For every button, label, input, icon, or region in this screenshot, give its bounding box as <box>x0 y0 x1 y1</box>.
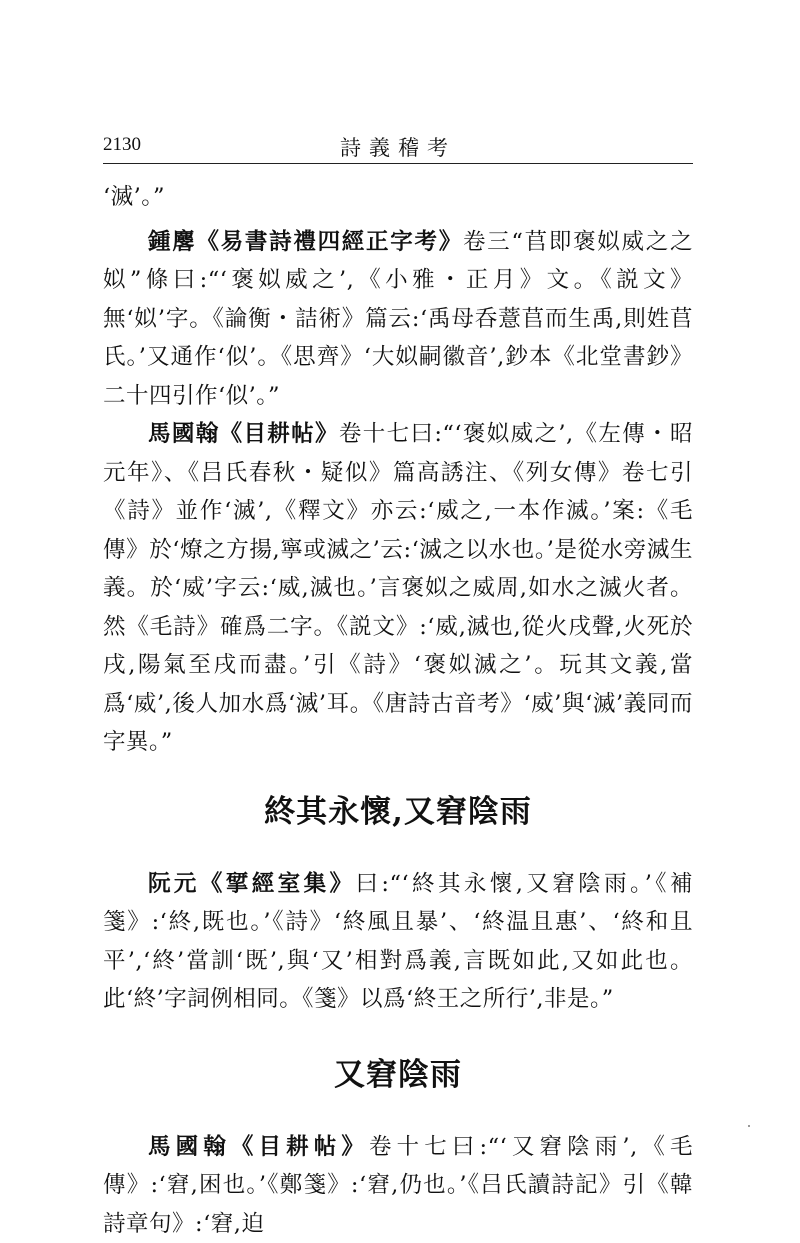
paragraph-ruan-yuan <box>103 865 693 1019</box>
citation-source: 阮元《揅經室集》 <box>148 871 355 897</box>
citation-source: 鍾麐《易書詩禮四經正字考》 <box>148 229 463 255</box>
paragraph-text: 卷三“苢即褒姒威之之姒”條曰:“‘褒姒威之’,《小雅・正月》文。《説文》無‘姒’字。《論衡・詰術》篇云:‘禹母呑薏苢而生禹,則姓苢氏。’又通作‘似’。《思齊》‘大姒嗣徽音’,鈔本《北堂書鈔》二十四引作‘似’。” <box>103 229 693 409</box>
paragraph-continuation <box>103 178 693 217</box>
header-rule <box>103 163 693 164</box>
paragraph-text: 曰:“‘終其永懷,又窘陰雨。’《補箋》:‘終,既也。’《詩》‘終風且暴’、‘終温且惠’、‘終和且平’,‘終’當訓‘既’,與‘又’相對爲義,言既如此,又如此也。此‘終’字詞例相同。《箋》以爲‘終王之所行’,非是。” <box>103 871 693 1013</box>
page-number: 2130 <box>103 134 141 156</box>
continuation-text: ‘滅’。” <box>103 184 165 210</box>
section-heading: 終其永懷,又窘陰雨 <box>103 792 693 832</box>
paragraph-text: 卷十七曰:“‘又窘陰雨’,《毛傳》:‘窘,困也。’《鄭箋》:‘窘,仍也。’《吕氏讀詩記》引《韓詩章句》:‘窘,迫 <box>103 1134 693 1237</box>
citation-source: 馬國翰《目耕帖》 <box>148 1134 369 1160</box>
paragraph-text: 卷十七曰:“‘褒姒威之’,《左傳・昭元年》、《吕氏春秋・疑似》篇高誘注、《列女傳》卷七引《詩》並作‘滅’,《釋文》亦云:‘威之,一本作滅。’案:《毛傳》於‘燎之方揚,寧或滅之’云:‘滅之以水也。’是從水旁滅生義。於‘威’字云:‘威,滅也。’言褒姒之威周,如水之滅火者。然《毛詩》確爲二字。《説文》:‘威,滅也,從火戌聲,火死於戌,陽氣至戌而盡。’引《詩》‘褒姒滅之’。玩其文義,當爲‘威’,後人加水爲‘滅’耳。《唐詩古音考》‘威’與‘滅’義同而字異。” <box>103 421 693 755</box>
page-body <box>103 178 693 1243</box>
margin-mark <box>748 1125 750 1127</box>
page-header <box>103 134 693 164</box>
section-heading: 又窘陰雨 <box>103 1055 693 1095</box>
paragraph-zhong-lin <box>103 223 693 416</box>
running-title: 詩義稽考 <box>103 132 693 162</box>
paragraph-ma-guohan-2 <box>103 1128 693 1243</box>
citation-source: 馬國翰《目耕帖》 <box>148 421 339 447</box>
paragraph-ma-guohan-1 <box>103 415 693 762</box>
